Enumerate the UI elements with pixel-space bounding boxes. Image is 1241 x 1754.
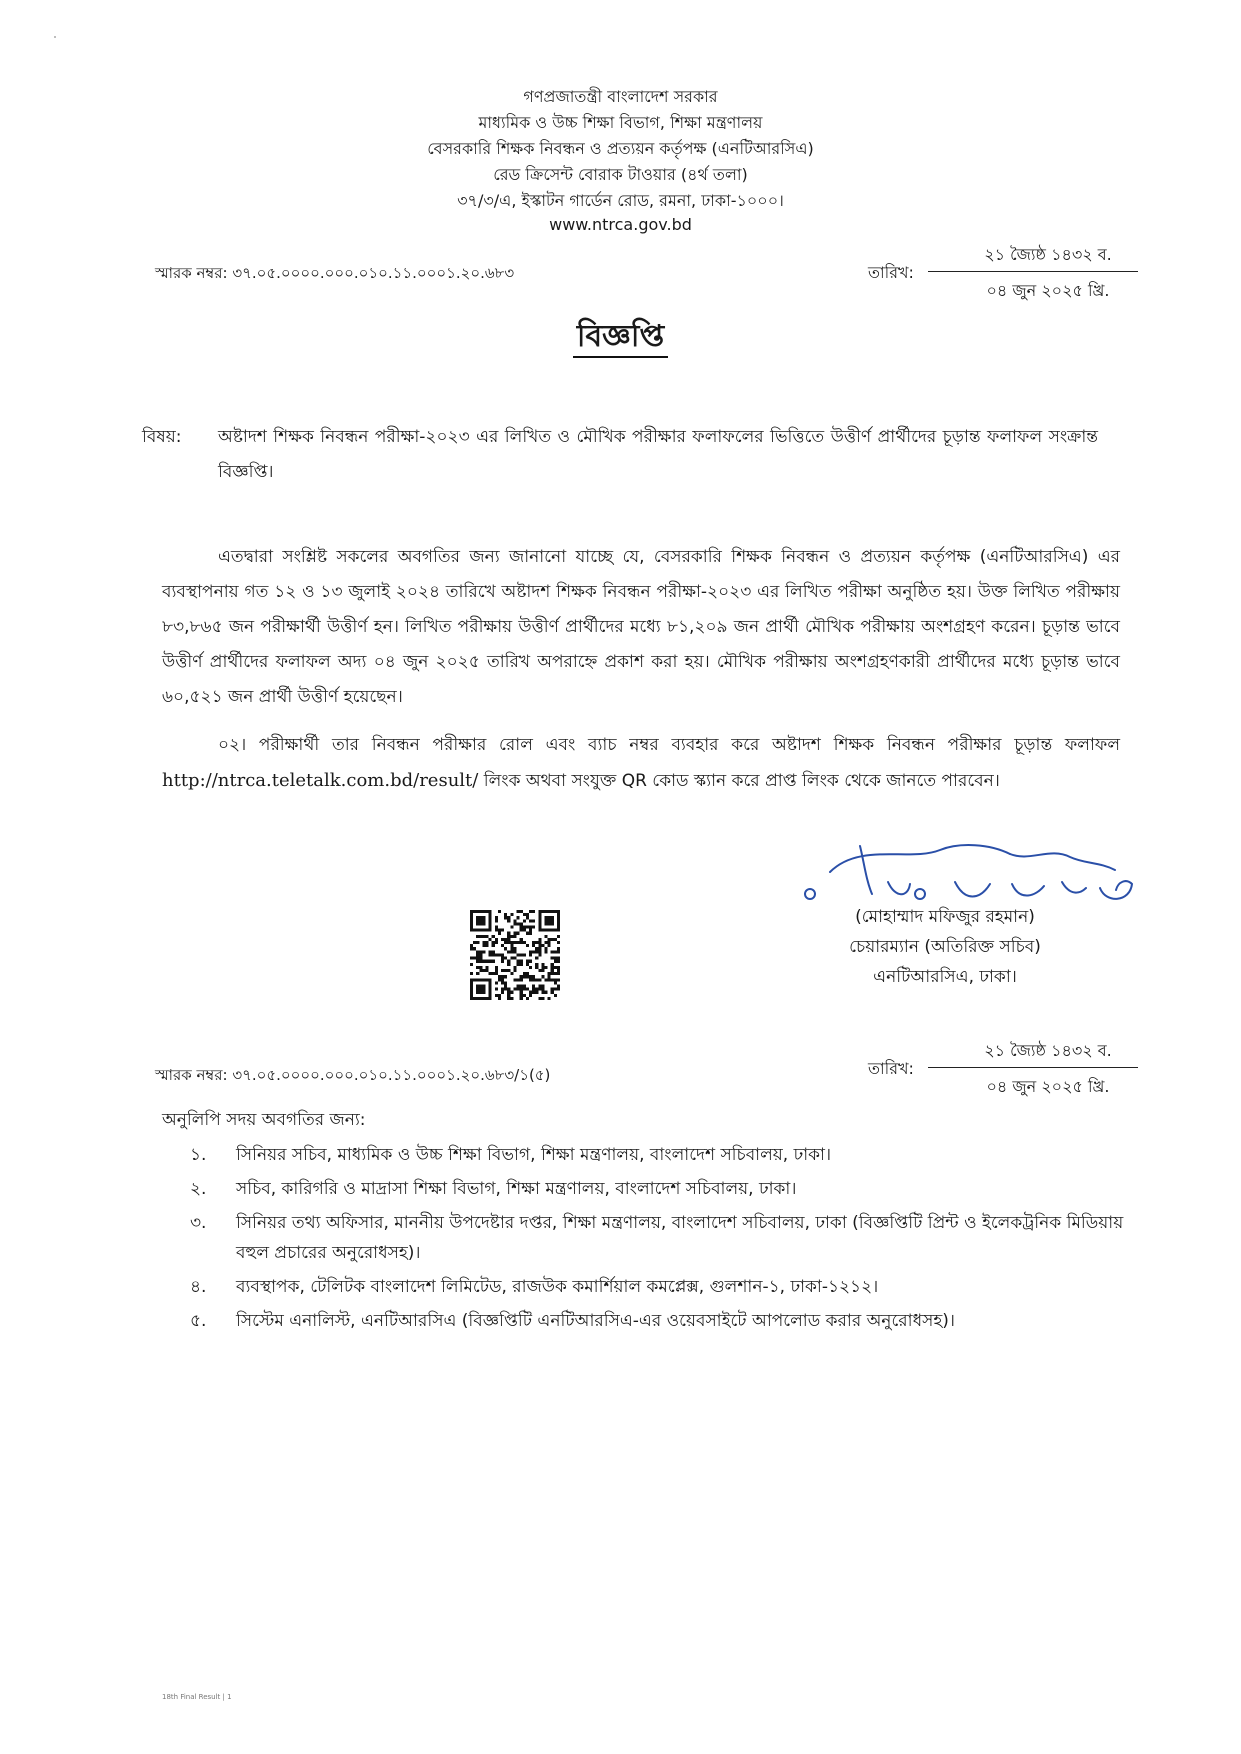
date-divider [928,1067,1138,1068]
list-text: সিস্টেম এনালিস্ট, এনটিআরসিএ (বিজ্ঞপ্তিটি এনটিআরসিএ-এর ওয়েবসাইটে আপলোড করার অনুরোধসহ)। [236,1311,955,1331]
signer-office: এনটিআরসিএ, ঢাকা। [873,967,1017,987]
header-address: ৩৭/৩/এ, ইস্কাটন গার্ডেন রোড, রমনা, ঢাকা-১০০০। [457,191,784,210]
list-text: সিনিয়র তথ্য অফিসার, মাননীয় উপদেষ্টার দপ্তর, শিক্ষা মন্ত্রণালয়, বাংলাদেশ সচিবালয়, ঢাকা (বিজ্ঞপ্তিটি প্রিন্ট ও ইলেকট্রনিক মিডিয়ায় বহুল প্রচারের অনুরোধসহ)। [236,1213,1124,1263]
header-government: গণপ্রজাতন্ত্রী বাংলাদেশ সরকার [523,87,718,106]
header-division: মাধ্যমিক ও উচ্চ শিক্ষা বিভাগ, শিক্ষা মন্ত্রণালয় [478,113,763,132]
date-gregorian: ০৪ জুন ২০২৫ খ্রি. [986,1077,1110,1096]
date-divider [928,271,1138,272]
memo-date-cc [868,1038,1138,1098]
date-bangla: ২১ জ্যৈষ্ঠ ১৪৩২ ব. [984,245,1112,264]
qr-code-icon[interactable] [470,910,560,1000]
signer-designation: চেয়ারম্যান (অতিরিক্ত সচিব) [849,937,1041,957]
notice-title-text: বিজ্ঞপ্তি [573,319,668,358]
memo-number-cc: স্মারক নম্বর: ৩৭.০৫.০০০০.০০০.০১০.১১.০০০১.২০.৬৮৩/১(৫) [155,1066,551,1084]
body-paragraph-2-prefix: ০২। পরীক্ষার্থী তার নিবন্ধন পরীক্ষার রোল এবং ব্যাচ নম্বর ব্যবহার করে অষ্টাদশ শিক্ষক নিবন্ধন পরীক্ষার চূড়ান্ত ফলাফল [218,735,1120,755]
header-authority: বেসরকারি শিক্ষক নিবন্ধন ও প্রত্যয়ন কর্তৃপক্ষ (এনটিআরসিএ) [427,139,814,158]
list-text: সিনিয়র সচিব, মাধ্যমিক ও উচ্চ শিক্ষা বিভাগ, শিক্ষা মন্ত্রণালয়, বাংলাদেশ সচিবালয়, ঢাকা। [236,1145,832,1165]
list-text: সচিব, কারিগরি ও মাদ্রাসা শিক্ষা বিভাগ, শিক্ষা মন্ত্রণালয়, বাংলাদেশ সচিবালয়, ঢাকা। [236,1179,797,1199]
list-number: ২. [190,1179,207,1199]
signature-ink [805,845,1132,899]
list-number: ৪. [190,1277,207,1297]
signer-name: (মোহাম্মাদ মফিজুর রহমান) [855,907,1035,927]
subject-label: বিষয়: [142,427,182,447]
notice-title [0,312,1241,363]
list-item [190,1272,1130,1302]
list-item [190,1208,1130,1268]
body-paragraph-2-suffix: লিংক অথবা সংযুক্ত QR কোড স্ক্যান করে প্রাপ্ত লিংক থেকে জানতে পারবেন। [483,771,1000,791]
body-paragraph-2 [162,728,1120,799]
scan-speck [54,36,56,38]
result-link[interactable]: http://ntrca.teletalk.com.bd/result/ [162,770,479,791]
date-bangla: ২১ জ্যৈষ্ঠ ১৪৩২ ব. [984,1041,1112,1060]
list-number: ৫. [190,1311,207,1331]
date-gregorian: ০৪ জুন ২০২৫ খ্রি. [986,281,1110,300]
list-text: ব্যবস্থাপক, টেলিটক বাংলাদেশ লিমিটেড, রাজউক কমার্শিয়াল কমপ্লেক্স, গুলশান-১, ঢাকা-১২১২। [236,1277,879,1297]
memo-number: স্মারক নম্বর: ৩৭.০৫.০০০০.০০০.০১০.১১.০০০১.২০.৬৮৩ [155,264,515,282]
list-number: ৩. [190,1213,207,1233]
body-paragraph-1-text: এতদ্বারা সংশ্লিষ্ট সকলের অবগতির জন্য জানানো যাচ্ছে যে, বেসরকারি শিক্ষক নিবন্ধন ও প্রত্যয়ন কর্তৃপক্ষ (এনটিআরসিএ) এর ব্যবস্থাপনায় গত ১২ ও ১৩ জুলাই ২০২৪ তারিখে অষ্টাদশ শিক্ষক নিবন্ধন পরীক্ষা-২০২৩ এর লিখিত পরীক্ষা অনুষ্ঠিত হয়। উক্ত লিখিত পরীক্ষায় ৮৩,৮৬৫ জন পরীক্ষার্থী উত্তীর্ণ হন। লিখিত পরীক্ষায় উত্তীর্ণ প্রার্থীদের মধ্যে ৮১,২০৯ জন প্রার্থী মৌখিক পরীক্ষায় অংশগ্রহণ করেন। চূড়ান্ত ভাবে উত্তীর্ণ প্রার্থীদের ফলাফল অদ্য ০৪ জুন ২০২৫ তারিখ অপরাহ্নে প্রকাশ করা হয়। মৌখিক পরীক্ষায় অংশগ্রহণকারী প্রার্থীদের মধ্যে চূড়ান্ত ভাবে ৬০,৫২১ জন প্রার্থী উত্তীর্ণ হয়েছেন। [162,547,1120,707]
header-website[interactable]: www.ntrca.gov.bd [549,215,692,234]
page-footer: 18th Final Result | 1 [162,1693,232,1701]
body-paragraph-1 [162,540,1120,715]
signature-scribble [800,832,1140,912]
list-item [190,1174,1130,1204]
list-item [190,1140,1130,1170]
date-label: তারিখ: [868,1059,914,1078]
list-item [190,1306,1130,1336]
memo-date [868,242,1138,302]
list-number: ১. [190,1145,207,1165]
header-building: রেড ক্রিসেন্ট বোরাক টাওয়ার (৪র্থ তলা) [493,165,748,184]
date-label: তারিখ: [868,263,914,282]
cc-list [190,1140,1130,1340]
cc-heading: অনুলিপি সদয় অবগতির জন্য: [162,1110,366,1130]
subject-text: অষ্টাদশ শিক্ষক নিবন্ধন পরীক্ষা-২০২৩ এর লিখিত ও মৌখিক পরীক্ষার ফলাফলের ভিত্তিতে উত্তীর্ণ প্রার্থীদের চূড়ান্ত ফলাফল সংক্রান্ত বিজ্ঞপ্তি। [218,427,1098,482]
